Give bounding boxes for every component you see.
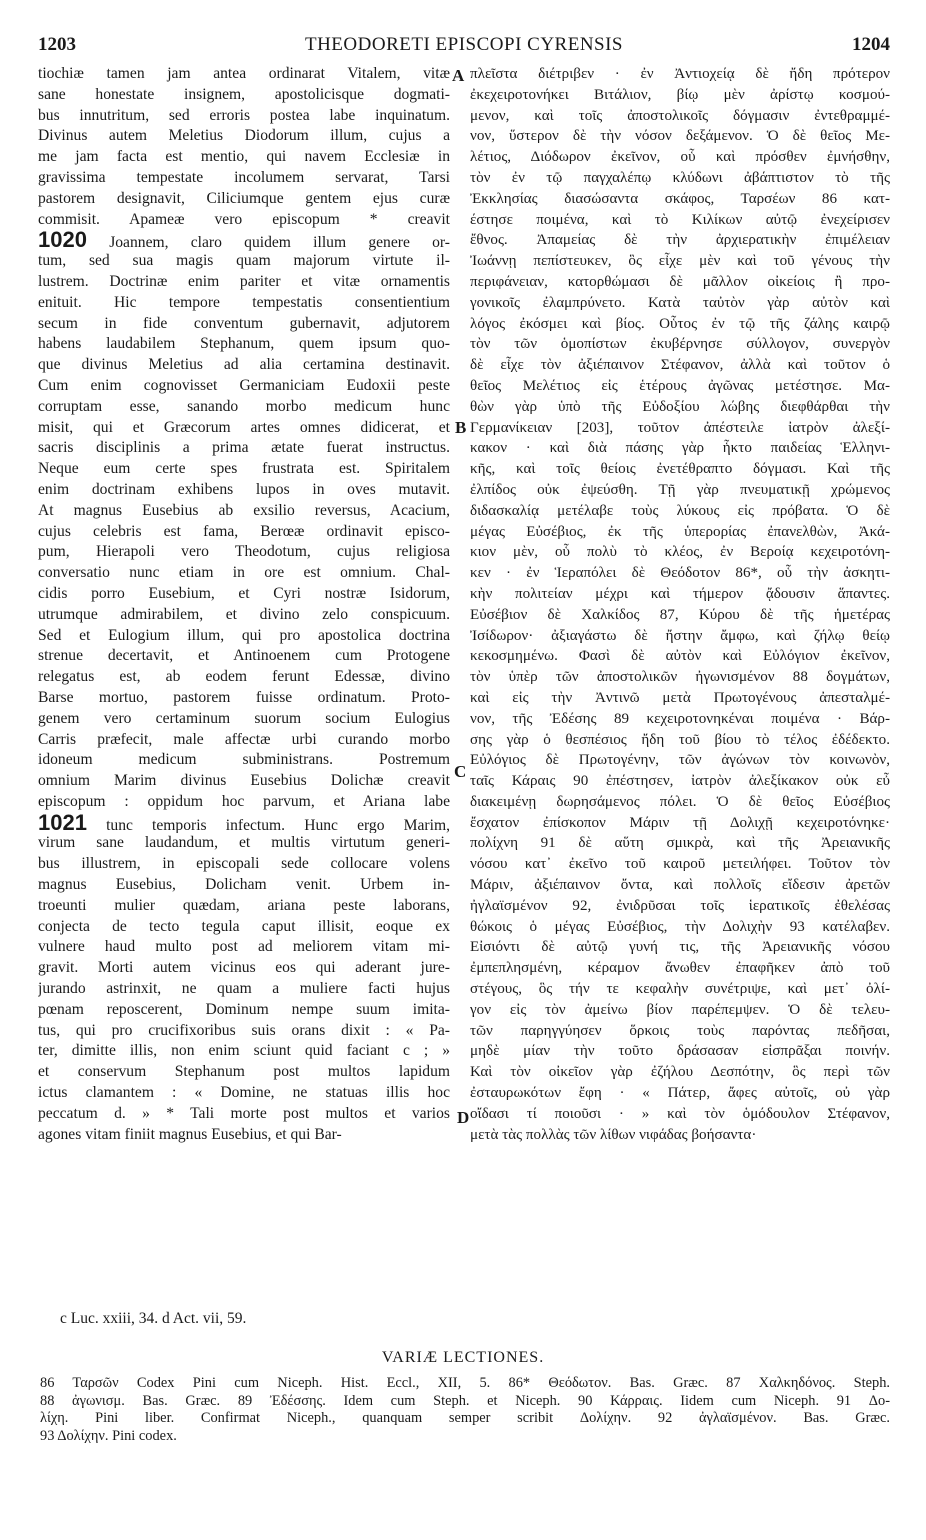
text-line: καὶ εἰς τὴν Ἀντινῶ μετὰ Πρωτογένους ἀπεσταλμέ-	[470, 689, 890, 706]
text-line: τὸν τῶν ὁμοπίστων ἐκυβέρνησε σύλλογον, συνεργὸν	[470, 336, 890, 353]
text-line: commisit. Apameæ vero episcopum * creavit	[38, 210, 450, 228]
text-line: conjecta de tecto tegula caput illisit, eoque ex	[38, 917, 450, 935]
text-line: peccatum d. » * Tali morte post multos et varios	[38, 1104, 450, 1122]
text-line: magnus Eusebius, Dolicham venit. Urbem in-	[38, 876, 450, 894]
text-line: έστησε ποιμένα, καὶ τὸ Κιλίκων αὐτῷ ἐνεχείρισεν	[470, 211, 890, 228]
text-line: τὸν ἐν τῷ παγχαλέπῳ κλύδωνι ἀβάπτιστον τὸ τῆς	[470, 169, 890, 186]
text-line: κεν · ἐν Ἱεραπόλει δὲ Θεόδοτον 86*, οὗ τὴν ἀσκητι-	[470, 565, 890, 582]
text-line: τὸν ὑπὲρ τῶν ἀποστολικῶν ἠγωνισμένον 88 δογμάτων,	[470, 669, 890, 686]
text-line: κῆς, καὶ τοῖς θείοις ἐνετέθραπτο δόγμασι. Καὶ τῆς	[470, 461, 890, 478]
text-line: Εἰσιόντι δὲ αὐτῷ γυνή τις, τῆς Ἀρειανικῆς νόσου	[470, 939, 890, 956]
variant-reading-line: 93 Δολίχην. Pini codex.	[40, 1427, 177, 1444]
text-line: ἐκεχειροτονήκει Βιτάλιον, βίῳ μὲν ἀρίστῳ κοσμού-	[470, 86, 890, 103]
column-number: 1021	[38, 812, 87, 834]
text-line: γον εἰς τὸν ἀμείνω βίον παρέπεμψεν. Ὁ δὲ τελευ-	[470, 1001, 890, 1018]
page-number-right: 1204	[852, 34, 890, 55]
text-line: ἠγλαϊσμένον 92, ἐνιδρῦσαι τοῖς ἱερατικοῖς ἐθελέσας	[470, 897, 890, 914]
text-line: τῶν παρηγγύησεν ὅρκοις τοὺς παρόντας πεδῆσαι,	[470, 1022, 890, 1039]
line-text: Joannem, claro quidem illum genere or-	[86, 234, 450, 252]
text-line: que divinus Meletius ad alia certamina destinavit.	[38, 356, 450, 374]
text-line: Ἰσίδωρον· ἀξιαγάστω δὲ ἤστην ἄμφω, καὶ ζήλῳ θείῳ	[470, 627, 890, 644]
margin-letter-b: B	[455, 418, 467, 437]
footnote: c Luc. xxiii, 34. d Act. vii, 59.	[60, 1310, 247, 1327]
text-line: genem vero certaminum suorum socium Eulogius	[38, 709, 450, 727]
text-line: Εὐλόγιος δὲ Πρωτογένην, τῶν ἀγώνων τὸν κοινωνὸν,	[470, 752, 890, 769]
text-line: μηδὲ μίαν τὴν τοῦτο δράσασαν εἰσπρᾶξαι ποινήν.	[470, 1043, 890, 1060]
text-line: omnium Marim divinus Eusebius Dolichæ creavit	[38, 772, 450, 790]
text-line: Neque eum certe spes frustrata est. Spiritalem	[38, 460, 450, 478]
text-line: κακον · καὶ διὰ πάσης γὰρ ἧκτο παιδείας Ἑλληνι-	[470, 440, 890, 457]
text-line: μενον, καὶ τοῖς ἀποστολικοῖς δόγμασιν ἐντεθραμμέ-	[470, 107, 890, 124]
text-line: πολίχνη 91 δὲ αὕτη σμικρὰ, καὶ τῆς Ἀρειανικῆς	[470, 835, 890, 852]
text-line: θώκοις ὁ μέγας Εὐσέβιος, τὴν Δολιχὴν 93 κατέλαβεν.	[470, 918, 890, 935]
text-line: Carris præfecit, male affectæ urbi curando morbo	[38, 730, 450, 748]
text-line: λόγος ἐκόσμει καὶ βίος. Οὗτος ἐν τῷ τῆς ζάλης καιρῷ	[470, 315, 890, 332]
text-line: μετὰ τὰς πολλὰς τῶν λίθων νιφάδας βοήσαντα·	[470, 1126, 757, 1143]
text-line: νον, ὕστερον δὲ τὴν νόσον δεξάμενον. Ὁ δὲ θεῖος Με-	[470, 128, 890, 145]
text-line: Εὐσέβιον δὲ Χαλκίδος 87, Κύρου δὲ τῆς ἡμετέρας	[470, 606, 890, 623]
text-line: pastorem designavit, Ciliciumque gentem ejus curæ	[38, 189, 450, 207]
text-line: pœnam reposcerent, Dominum nempe suum imita-	[38, 1000, 450, 1018]
text-line: tiochiæ tamen jam antea ordinarat Vitalem, vitæ	[38, 65, 450, 82]
text-line	[38, 230, 450, 251]
text-line: πλεῖστα διέτριβεν · ἐν Ἀντιοχείᾳ δὲ ἤδη πρότερον	[470, 66, 890, 82]
text-line: gravit. Morti autem vicinus eos qui aderant jure-	[38, 959, 450, 977]
column-number: 1020	[38, 230, 87, 252]
text-line: cidis porro Eusebium, et Cyri nostræ Isidorum,	[38, 584, 450, 602]
line-text: tunc temporis infectum. Hunc ergo Marim,	[86, 816, 450, 834]
text-line: tus, qui pro crucifixoribus suis orans dixit : « Pa-	[38, 1021, 450, 1039]
text-line: vulnere haud multo post ad meliorem vitam mi-	[38, 938, 450, 956]
text-line: corruptam esse, sanando morbo medicum hunc	[38, 397, 450, 415]
text-line: νον, τῆς Ἐδέσης 89 κεχειροτονηκέναι ποιμένα · Βάρ-	[470, 710, 890, 727]
running-title: THEODORETI EPISCOPI CYRENSIS	[304, 34, 624, 55]
text-line: μέγας Εὐσέβιος, ἐκ τῆς ὑπερορίας ἐπανελθὼν, Ἀκά-	[470, 523, 890, 540]
text-line: enituit. Hic tempore tempestatis consentientium	[38, 293, 450, 311]
text-line: idoneum medicum subministrans. Postremum	[38, 751, 450, 769]
text-line: γονικοῖς ἐλαμπρύνετο. Κατὰ ταὐτὸν γὰρ αὐτὸν καὶ	[470, 294, 890, 311]
text-line: Divinus autem Meletius Diodorum illum, cujus a	[38, 127, 450, 145]
text-line: θεῖος Μελέτιος εἰς ἑτέρους ἀγῶνας μετέστησε. Μα-	[470, 377, 890, 394]
text-line: Ἰωάννῃ πεπίστευκεν, ὃς εἶχε μὲν καὶ τοῦ γένους τὴν	[470, 253, 890, 270]
text-line: gravissima tempestate incolumem servarat, Tarsi	[38, 168, 450, 186]
variae-lectiones-heading: VARIÆ LECTIONES.	[381, 1349, 545, 1366]
text-line: ictus clamantem : « Domine, ne statuas illis hoc	[38, 1084, 450, 1102]
text-line: οἴδασι τί ποιοῦσι · » καὶ τὸν ὁμόδουλον Στέφανον,	[470, 1105, 890, 1122]
text-line: Cum enim cognovisset Germaniciam Eudoxii peste	[38, 376, 450, 394]
text-line: relegatus est, ab eodem ferunt Edessæ, divino	[38, 668, 450, 686]
text-line: ἔσχατον ἐπίσκοπον Μάριν τῇ Δολιχῇ κεχειροτόνηκε·	[470, 814, 890, 831]
text-line: ter, dimitte illis, non enim sciunt quid faciant c ; »	[38, 1042, 450, 1060]
text-line: Sed et Eulogium illum, qui pro apostolica doctrina	[38, 626, 450, 644]
text-line: pum, Hierapoli vero Theodotum, cujus religiosa	[38, 543, 450, 561]
text-line: cujus celebris est fama, Berœæ ordinavit episco-	[38, 522, 450, 540]
text-line: enim doctrinam exhibens lupos in oves mutavit.	[38, 480, 450, 498]
text-line	[38, 813, 450, 834]
text-line: ἐμπεπλησμένη, κέραμον ἄνωθεν ἐπαφῆκεν ἀπὸ τοῦ	[470, 960, 890, 977]
text-line: λέτιος, Διόδωρον ἐκεῖνον, οὗ καὶ πρόσθεν ἐμνήσθην,	[470, 149, 890, 166]
text-line: agones vitam finiit magnus Eusebius, et qui Bar-	[38, 1125, 342, 1143]
text-line: misit, qui et Græcorum artes omnes didicerat, et	[38, 418, 450, 436]
text-line: δὲ εἶχε τὸν ἀξιέπαινον Στέφανον, ἀλλὰ καὶ τοῦτον ὁ	[470, 357, 890, 374]
text-line: lustrem. Doctrinæ enim pariter et vitæ ornamentis	[38, 272, 450, 290]
text-line: διδασκαλίᾳ μετέλαβε τοὺς λύκους εἰς πρόβατα. Ὁ δὲ	[470, 502, 890, 519]
variant-reading-line: 88 ἀγωνισμ. Bas. Græc. 89 Ἐδέσσης. Idem cum Steph. et Niceph. 90 Κάρραις. Iidem cum Niceph. 91 Δο-	[40, 1392, 890, 1409]
text-line: jurando astrinxit, ne quam a muliere facti hujus	[38, 980, 450, 998]
text-line: ἐλπίδος οὐκ ἐψεύσθη. Τῇ γὰρ πνευματικῇ χρώμενος	[470, 481, 890, 498]
text-line: ἔθνος. Ἀπαμείας δὲ τὴν ἀρχιερατικὴν ἐπιμέλειαν	[470, 232, 890, 249]
text-line: Γερμανίκειαν [203], τοῦτον ἀπέστειλε ἰατρὸν ἀλεξί-	[470, 419, 890, 436]
greek-column	[470, 64, 890, 1145]
text-line: περιφάνειαν, κατορθώμασι δὲ μᾶλλον οἰκείοις ἢ προ-	[470, 273, 890, 290]
text-line: sane honestate insignem, apostolicisque dogmati-	[38, 85, 450, 103]
text-line: στέγους, ὃς τήν τε κεφαλὴν συνέτριψε, καὶ μετ᾿ ὀλί-	[470, 981, 890, 998]
text-line: At magnus Eusebius ab exsilio reversus, Acacium,	[38, 501, 450, 519]
text-line: troeunti mulier quædam, ariana peste laborans,	[38, 896, 450, 914]
variae-lectiones-notes	[40, 1375, 890, 1445]
text-line: strenue decertavit, et Antinoenem cum Protogene	[38, 647, 450, 665]
text-line: Barse mortuo, pastorem fuisse ordinatum. Proto-	[38, 688, 450, 706]
latin-column	[38, 64, 450, 1145]
text-line: κεκοσμημένω. Φασὶ δὲ αὐτὸν καὶ Εὐλόγιον ἐκεῖνον,	[470, 648, 890, 665]
variant-reading-line: 86 Ταρσῶν Codex Pini cum Niceph. Hist. Eccl., XII, 5. 86* Θεόδωτον. Bas. Græc. 87 Χαλκηδόνος. Steph.	[40, 1375, 890, 1391]
text-line: conversatio nunc etiam in ore est omnium. Chal-	[38, 564, 450, 582]
text-line: episcopum : oppidum hoc parvum, et Ariana labe	[38, 792, 450, 810]
text-line: ταῖς Κάραις 90 ἐπέστησεν, ἰατρὸν ἀλεξίκακον οὐκ εὖ	[470, 773, 890, 790]
text-line: διακειμένῃ δωρησάμενος πόλει. Ὁ δὲ θεῖος Εὐσέβιος	[470, 793, 890, 810]
text-line: habens laudabilem Stephanum, quem ipsum quo-	[38, 335, 450, 353]
text-line: θὼν γὰρ ὑπὸ τῆς Εὐδοξίου λώβης διεφθάρθαι τὴν	[470, 398, 890, 415]
text-line: κὴν πολιτείαν μέχρι καὶ τήμερον ᾄδουσιν ἅπαντες.	[470, 585, 890, 602]
margin-letter-a: A	[452, 66, 465, 85]
text-line: νόσου κατ᾿ ἐκεῖνο τοῦ καιροῦ μετειλήφει. Τοῦτον τὸν	[470, 856, 890, 873]
text-line: virum sane laudandum, et multis virtutum generi-	[38, 834, 450, 852]
text-line: Καὶ τὸν οἰκεῖον γὰρ ἐζήλου Δεσπότην, ὃς περὶ τῶν	[470, 1064, 890, 1081]
text-line: utrumque admirabilem, et divino zelo conspicuum.	[38, 605, 450, 623]
text-line: Μάριν, ἀξιέπαινον ὄντα, καὶ πολλοῖς εἴδεσιν ἀρετῶν	[470, 877, 890, 894]
text-line: et conservum Stephanum post multos lapidum	[38, 1063, 450, 1081]
text-line: Ἐκκλησίας διασώσαντα σκάφος, Ταρσέων 86 κατ-	[470, 190, 890, 207]
margin-letter-c: C	[454, 762, 467, 781]
text-line: κιον μὲν, οὗ πολὺ τὸ κλέος, ἐν Βεροίᾳ κεχειροτόνη-	[470, 544, 890, 561]
page-number-left: 1203	[38, 34, 76, 55]
text-line: sacris disciplinis a prima ætate fuerat instructus.	[38, 439, 450, 457]
text-line: secum in fide conventum gubernavit, adjutorem	[38, 314, 450, 332]
variant-reading-line: λίχη. Pini liber. Confirmat Niceph., quanquam semper scribit Δολίχην. 92 ἀγλαϊσμένον. Bas. Græc.	[40, 1410, 890, 1426]
margin-letter-d: D	[457, 1108, 470, 1127]
text-line: bus innutritum, sed erroris postea labe inquinatum.	[38, 106, 450, 124]
text-line: tum, sed sua magis quam majorum virtute il-	[38, 252, 450, 270]
page-header	[38, 34, 890, 58]
text-line: bus illustrem, in episcopali sede collocare volens	[38, 855, 450, 873]
text-line: ἐσταυρωκότων ἔφη · « Πάτερ, ἄφες αὐτοῖς, οὐ γὰρ	[470, 1085, 890, 1102]
text-line: me jam facta est mentio, qui navem Ecclesiæ in	[38, 148, 450, 166]
text-line: σης γὰρ ὁ θεσπέσιος ἤδη τοῦ βίου τὸ τέλος ἐδέδεκτο.	[470, 731, 890, 748]
